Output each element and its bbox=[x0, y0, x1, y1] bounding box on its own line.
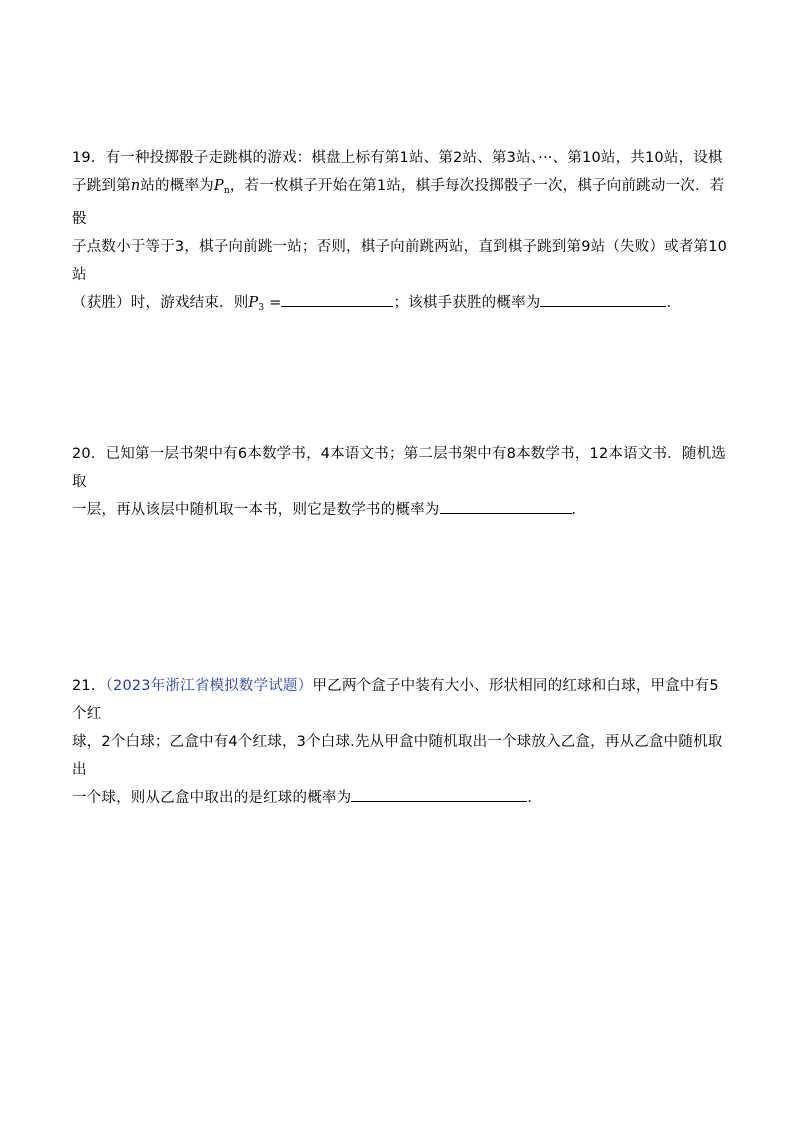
answer-blank[interactable] bbox=[440, 497, 572, 514]
question-text: 子跳到第 bbox=[72, 178, 131, 194]
source-link[interactable]: （2023年浙江省模拟数学试题） bbox=[105, 678, 313, 694]
answer-blank-1[interactable] bbox=[281, 290, 393, 307]
question-20-line-2 bbox=[72, 496, 732, 524]
question-text: 球，2个白球；乙盒中有4个红球，3个白球.先从甲盒中随机取出一个球放入乙盒，再从乙盒中随机取出 bbox=[72, 734, 723, 778]
math-subscript-3: 3 bbox=[258, 303, 265, 313]
question-20 bbox=[72, 440, 732, 524]
question-19-line-1 bbox=[72, 144, 732, 172]
math-subscript-n: n bbox=[223, 186, 230, 196]
question-21 bbox=[72, 672, 732, 812]
question-21-line-3 bbox=[72, 784, 732, 812]
question-number: 20． bbox=[72, 446, 106, 462]
math-p: P bbox=[248, 295, 259, 311]
question-19 bbox=[72, 144, 732, 322]
equals-sign: = bbox=[264, 295, 282, 311]
period: ． bbox=[666, 295, 682, 311]
answer-blank[interactable] bbox=[351, 785, 527, 802]
question-19-line-2 bbox=[72, 172, 732, 233]
question-20-line-1 bbox=[72, 440, 732, 496]
question-text: 有一种投掷骰子走跳棋的游戏：棋盘上标有第1站、第2站、第3站、···、第10站，共10站，设棋 bbox=[105, 150, 723, 166]
question-text: 一个球，则从乙盒中取出的是红球的概率为 bbox=[72, 790, 352, 806]
period: ． bbox=[571, 502, 587, 518]
question-text: ，若一枚棋子开始在第1站，棋手每次投掷骰子一次，棋子向前跳动一次．若骰 bbox=[72, 178, 725, 227]
question-text: 一层，再从该层中随机取一本书，则它是数学书的概率为 bbox=[72, 502, 440, 518]
question-text: 子点数小于等于3，棋子向前跳一站；否则，棋子向前跳两站，直到棋子跳到第9站（失败）或者第10站 bbox=[72, 239, 728, 283]
math-variable-n: n bbox=[130, 178, 141, 194]
question-text: 甲乙两个盒子中装有大小、形状相同的红球和白球，甲盒中有5个红 bbox=[72, 678, 719, 722]
answer-blank-2[interactable] bbox=[540, 290, 666, 307]
math-p: P bbox=[213, 178, 224, 194]
question-19-line-4 bbox=[72, 289, 732, 322]
period: ． bbox=[527, 790, 543, 806]
question-text: 已知第一层书架中有6本数学书，4本语文书；第二层书架中有8本数学书，12本语文书．随机选取 bbox=[72, 446, 726, 490]
question-21-line-2 bbox=[72, 728, 732, 784]
question-text: ；该棋手获胜的概率为 bbox=[393, 295, 541, 311]
question-21-line-1 bbox=[72, 672, 732, 728]
question-text: 站的概率为 bbox=[140, 178, 214, 194]
question-19-line-3 bbox=[72, 233, 732, 289]
question-text: （获胜）时，游戏结束．则 bbox=[72, 295, 249, 311]
math-variable-p3 bbox=[248, 295, 264, 311]
question-number: 19． bbox=[72, 150, 106, 166]
question-number: 21． bbox=[72, 678, 106, 694]
math-variable-p bbox=[214, 178, 230, 194]
